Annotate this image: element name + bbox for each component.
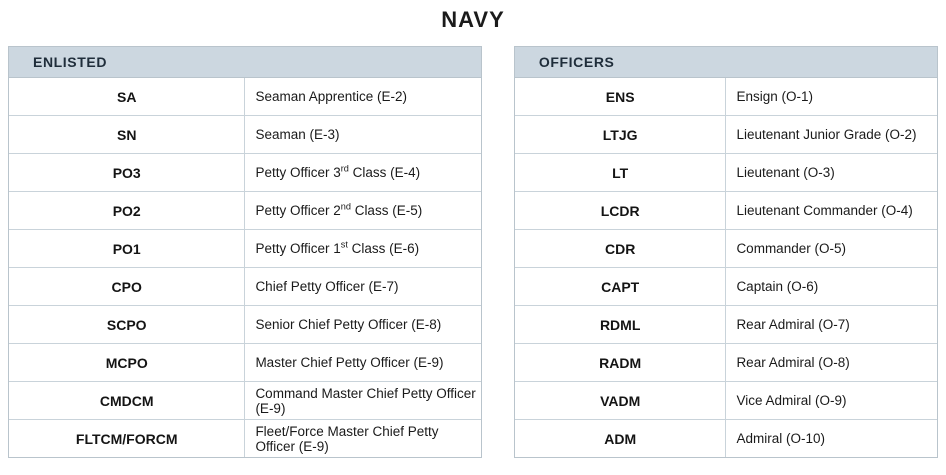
rank-abbreviation: CAPT bbox=[515, 268, 726, 306]
officers-table bbox=[515, 47, 937, 457]
enlisted-table bbox=[9, 47, 481, 457]
rank-title: Seaman (E-3) bbox=[245, 116, 481, 154]
rank-abbreviation: CPO bbox=[9, 268, 245, 306]
table-row bbox=[515, 116, 937, 154]
rank-title: Commander (O-5) bbox=[726, 230, 937, 268]
table-row bbox=[9, 382, 481, 420]
rank-title: Rear Admiral (O-7) bbox=[726, 306, 937, 344]
rank-title: Chief Petty Officer (E-7) bbox=[245, 268, 481, 306]
table-row bbox=[9, 230, 481, 268]
enlisted-section-header: ENLISTED bbox=[9, 47, 481, 78]
rank-title: Master Chief Petty Officer (E-9) bbox=[245, 344, 481, 382]
rank-abbreviation: ADM bbox=[515, 420, 726, 458]
table-row bbox=[515, 344, 937, 382]
rank-abbreviation: MCPO bbox=[9, 344, 245, 382]
rank-tables bbox=[0, 38, 946, 458]
rank-abbreviation: CDR bbox=[515, 230, 726, 268]
rank-title: Rear Admiral (O-8) bbox=[726, 344, 937, 382]
rank-title: Petty Officer 3rd Class (E-4) bbox=[245, 154, 481, 192]
table-row bbox=[9, 154, 481, 192]
table-row bbox=[515, 230, 937, 268]
rank-abbreviation: LTJG bbox=[515, 116, 726, 154]
page-title: NAVY bbox=[441, 7, 505, 32]
rank-title: Lieutenant Commander (O-4) bbox=[726, 192, 937, 230]
table-row bbox=[515, 306, 937, 344]
table-row bbox=[515, 192, 937, 230]
rank-abbreviation: RDML bbox=[515, 306, 726, 344]
enlisted-table-container bbox=[8, 46, 482, 458]
rank-abbreviation: LCDR bbox=[515, 192, 726, 230]
rank-title: Admiral (O-10) bbox=[726, 420, 937, 458]
table-row bbox=[9, 344, 481, 382]
rank-title: Fleet/Force Master Chief Petty Officer (E-9) bbox=[245, 420, 481, 458]
table-row bbox=[515, 268, 937, 306]
table-row bbox=[515, 78, 937, 116]
rank-abbreviation: PO3 bbox=[9, 154, 245, 192]
officers-table-container bbox=[514, 46, 938, 458]
table-row bbox=[515, 420, 937, 458]
rank-abbreviation: FLTCM/FORCM bbox=[9, 420, 245, 458]
rank-title: Ensign (O-1) bbox=[736, 89, 813, 104]
rank-title: Seaman Apprentice (E-2) bbox=[255, 89, 408, 104]
table-row bbox=[515, 382, 937, 420]
rank-abbreviation: SCPO bbox=[9, 306, 245, 344]
table-row bbox=[9, 116, 481, 154]
table-row bbox=[9, 306, 481, 344]
rank-abbreviation: SN bbox=[9, 116, 245, 154]
rank-title: Command Master Chief Petty Officer (E-9) bbox=[245, 382, 481, 420]
rank-abbreviation: ENS bbox=[515, 78, 726, 116]
rank-abbreviation: VADM bbox=[515, 382, 726, 420]
rank-abbreviation: PO1 bbox=[9, 230, 245, 268]
rank-abbreviation: PO2 bbox=[9, 192, 245, 230]
officers-table-body bbox=[515, 78, 937, 458]
table-row bbox=[9, 78, 481, 116]
enlisted-table-body bbox=[9, 78, 481, 458]
rank-title: Petty Officer 2nd Class (E-5) bbox=[245, 192, 481, 230]
rank-abbreviation: LT bbox=[515, 154, 726, 192]
rank-title: Lieutenant Junior Grade (O-2) bbox=[726, 116, 937, 154]
rank-title: Vice Admiral (O-9) bbox=[726, 382, 937, 420]
table-row bbox=[515, 154, 937, 192]
table-row bbox=[9, 192, 481, 230]
rank-title: Captain (O-6) bbox=[726, 268, 937, 306]
table-row bbox=[9, 268, 481, 306]
rank-abbreviation: RADM bbox=[515, 344, 726, 382]
rank-abbreviation: SA bbox=[9, 78, 245, 116]
table-row bbox=[9, 420, 481, 458]
officers-section-header: OFFICERS bbox=[515, 47, 937, 78]
rank-title: Petty Officer 1st Class (E-6) bbox=[245, 230, 481, 268]
rank-title: Senior Chief Petty Officer (E-8) bbox=[245, 306, 481, 344]
rank-abbreviation: CMDCM bbox=[9, 382, 245, 420]
rank-title: Lieutenant (O-3) bbox=[726, 154, 937, 192]
